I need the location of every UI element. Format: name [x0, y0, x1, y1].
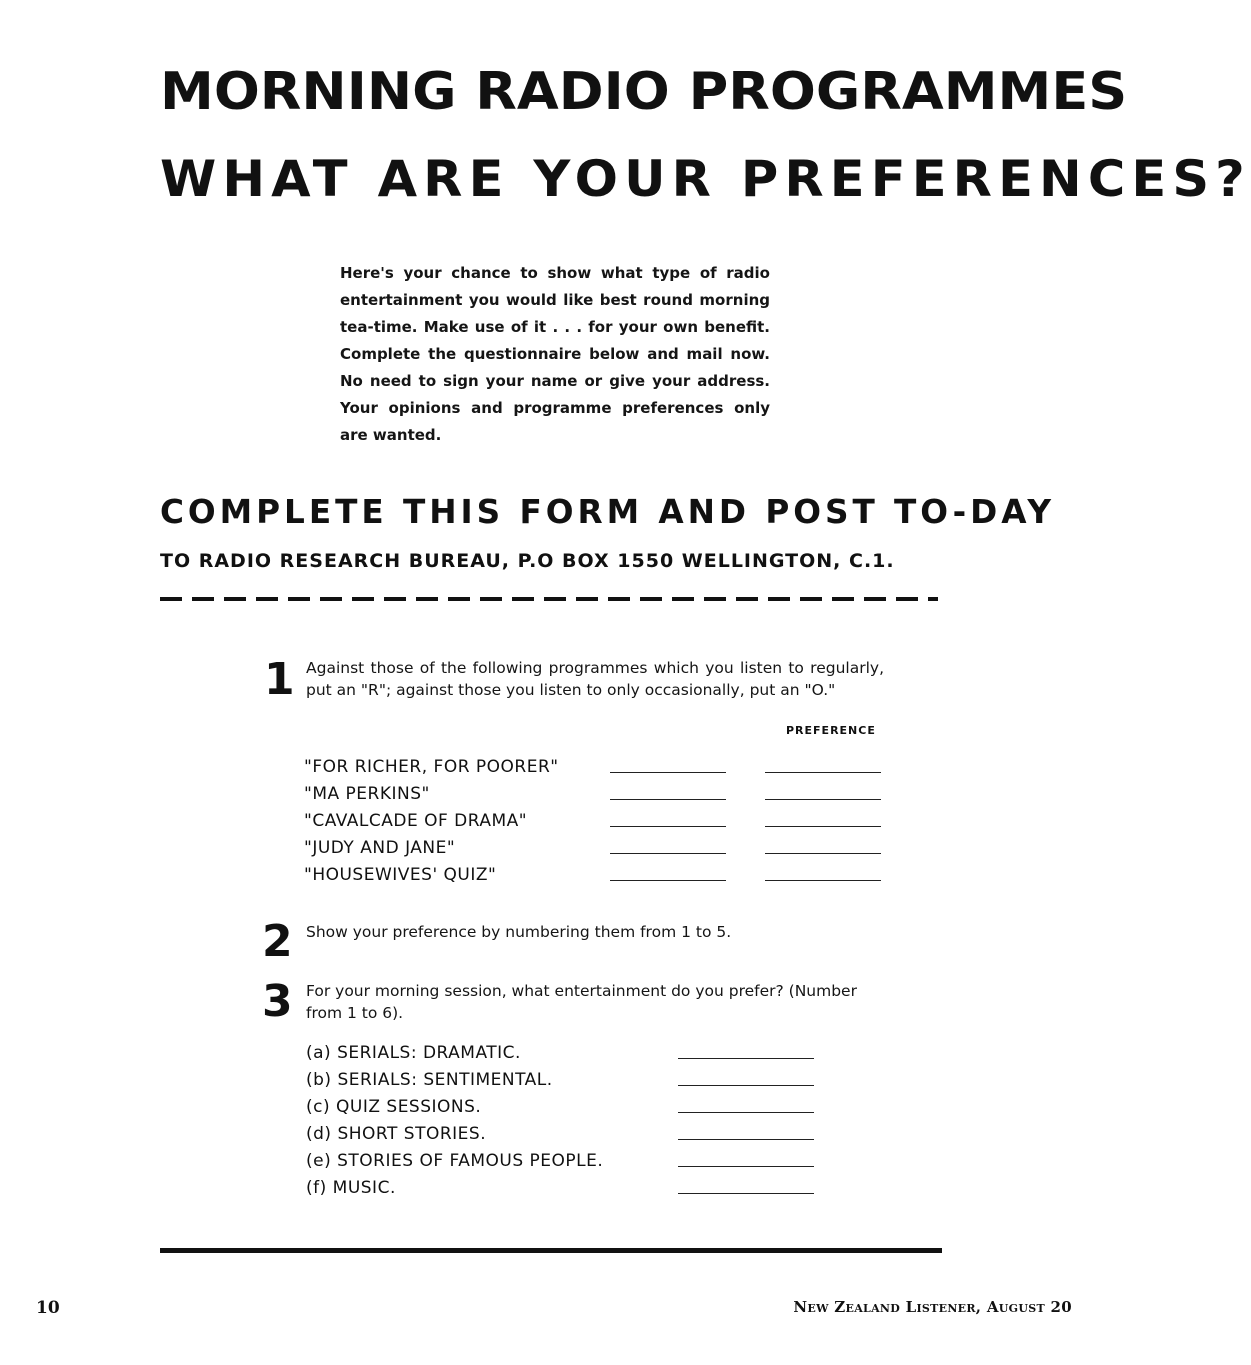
entertainment-rank-blank[interactable] — [678, 1139, 814, 1140]
intro-paragraph: Here's your chance to show what type of radio entertainment you would like best round morning tea-time. Make use of it . . . for your own benefit. Complete the questionnaire below and mail now. No need to sign your name or give your address. Your opinions and programme preferences only are wanted. — [340, 264, 770, 444]
entertainment-option: (d) SHORT STORIES. — [306, 1124, 487, 1144]
listen-frequency-blank[interactable] — [610, 880, 726, 881]
question-2-number: 2 — [262, 916, 293, 967]
listen-frequency-blank[interactable] — [610, 826, 726, 827]
programme-item: "MA PERKINS" — [304, 784, 430, 804]
entertainment-option: (b) SERIALS: SENTIMENTAL. — [306, 1070, 553, 1090]
programme-item: "FOR RICHER, FOR POORER" — [304, 757, 559, 777]
cut-line-divider — [160, 597, 938, 601]
preference-blank[interactable] — [765, 772, 881, 773]
question-3-number: 3 — [262, 976, 293, 1027]
preference-blank[interactable] — [765, 826, 881, 827]
mailing-address: TO RADIO RESEARCH BUREAU, P.O BOX 1550 WELLINGTON, C.1. — [160, 550, 895, 572]
page-subtitle: WHAT ARE YOUR PREFERENCES? — [160, 150, 1251, 208]
question-3-text: For your morning session, what entertainment do you prefer? (Number from 1 to 6). — [306, 982, 857, 1022]
question-1-text: Against those of the following programmes which you listen to regularly, put an "R"; against those you listen to only occasionally, put an "O." — [306, 659, 884, 699]
entertainment-rank-blank[interactable] — [678, 1085, 814, 1086]
preference-blank[interactable] — [765, 880, 881, 881]
question-1-number: 1 — [264, 654, 295, 705]
listen-frequency-blank[interactable] — [610, 772, 726, 773]
publication-footer: New Zealand Listener, August 20 — [793, 1298, 1072, 1316]
preference-blank[interactable] — [765, 799, 881, 800]
entertainment-rank-blank[interactable] — [678, 1193, 814, 1194]
programme-item: "CAVALCADE OF DRAMA" — [304, 811, 528, 831]
entertainment-rank-blank[interactable] — [678, 1058, 814, 1059]
listen-frequency-blank[interactable] — [610, 853, 726, 854]
bottom-rule — [160, 1248, 942, 1253]
preference-blank[interactable] — [765, 853, 881, 854]
entertainment-rank-blank[interactable] — [678, 1166, 814, 1167]
preference-column-label: PREFERENCE — [786, 724, 876, 737]
call-to-action: COMPLETE THIS FORM AND POST TO-DAY — [160, 492, 1055, 531]
entertainment-option: (c) QUIZ SESSIONS. — [306, 1097, 482, 1117]
page-title: MORNING RADIO PROGRAMMES — [160, 62, 1128, 122]
programme-item: "JUDY AND JANE" — [304, 838, 456, 858]
entertainment-option: (a) SERIALS: DRAMATIC. — [306, 1043, 521, 1063]
page-number: 10 — [36, 1298, 60, 1318]
entertainment-option: (f) MUSIC. — [306, 1178, 396, 1198]
listen-frequency-blank[interactable] — [610, 799, 726, 800]
programme-item: "HOUSEWIVES' QUIZ" — [304, 865, 497, 885]
entertainment-option: (e) STORIES OF FAMOUS PEOPLE. — [306, 1151, 604, 1171]
entertainment-rank-blank[interactable] — [678, 1112, 814, 1113]
question-2-text: Show your preference by numbering them from 1 to 5. — [306, 923, 732, 941]
